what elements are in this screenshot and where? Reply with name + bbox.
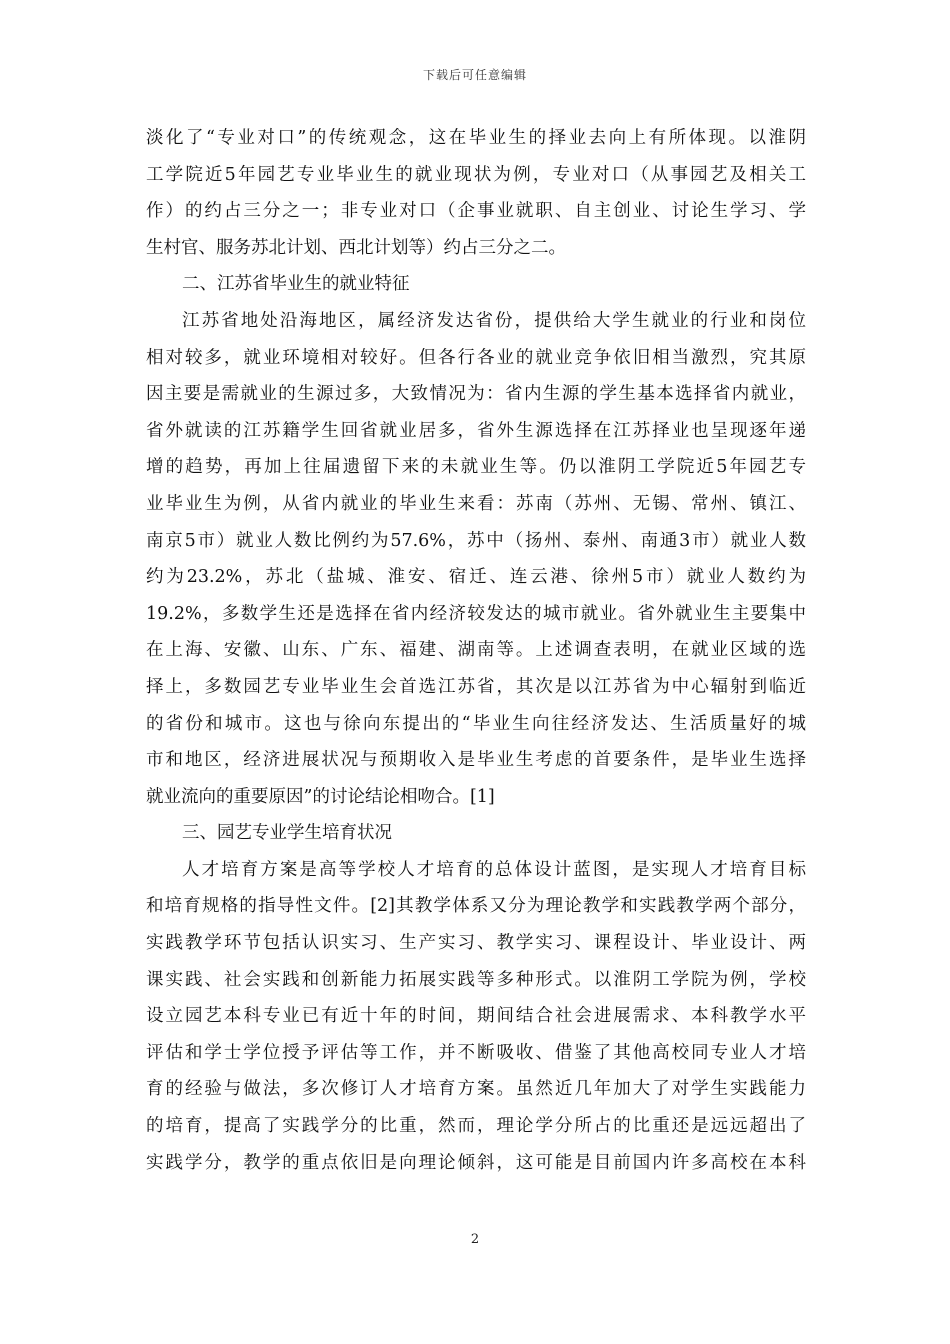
body-paragraph: [146, 852, 806, 1181]
text-line: 市和地区，经济进展状况与预期收入是毕业生考虑的首要条件，是毕业生选择: [146, 750, 806, 771]
text-line: 淡化了“专业对口”的传统观念，这在毕业生的择业去向上有所体现。以淮阴: [146, 128, 806, 148]
text-line: 江苏省地处沿海地区，属经济发达省份，提供给大学生就业的行业和岗位: [182, 310, 806, 331]
text-line: 就业流向的重要原因”的讨论结论相吻合。[1]: [146, 786, 495, 807]
section-heading: 三、园艺专业学生培育状况: [182, 823, 392, 844]
text-line: 南京5市）就业人数比例约为57.6%，苏中（扬州、泰州、南通3市）就业人数: [146, 530, 806, 551]
text-line: 生村官、服务苏北计划、西北计划等）约占三分之二。: [146, 237, 566, 258]
text-line: 作）的约占三分之一；非专业对口（企事业就职、自主创业、讨论生学习、学: [146, 201, 806, 222]
page-number: 2: [470, 1232, 480, 1247]
text-line: 实践教学环节包括认识实习、生产实习、教学实习、课程设计、毕业设计、两: [146, 933, 806, 954]
text-line: 的培育，提高了实践学分的比重，然而，理论学分所占的比重还是远远超出了: [146, 1116, 806, 1137]
text-line: 的省份和城市。这也与徐向东提出的“毕业生向往经济发达、生活质量好的城: [146, 713, 806, 734]
text-line: 评估和学士学位授予评估等工作，并不断吸收、借鉴了其他高校同专业人才培: [146, 1042, 806, 1063]
document-body: [146, 120, 806, 1181]
text-line: 增的趋势，再加上往届遗留下来的未就业生等。仍以淮阴工学院近5年园艺专: [146, 457, 806, 478]
text-line: 工学院近5年园艺专业毕业生的就业现状为例，专业对口（从事园艺及相关工: [146, 164, 806, 185]
continued-paragraph: [146, 120, 806, 266]
text-line: 实践学分，教学的重点依旧是向理论倾斜，这可能是目前国内许多高校在本科: [146, 1152, 806, 1173]
text-line: 设立园艺本科专业已有近十年的时间，期间结合社会进展需求、本科教学水平: [146, 1006, 806, 1027]
text-line: 育的经验与做法，多次修订人才培育方案。虽然近几年加大了对学生实践能力: [146, 1079, 806, 1100]
text-line: 和培育规格的指导性文件。[2]其教学体系又分为理论教学和实践教学两个部分，: [146, 896, 806, 917]
text-line: 相对较多，就业环境相对较好。但各行各业的就业竞争依旧相当激烈，究其原: [146, 347, 806, 368]
body-paragraph: [146, 303, 806, 815]
text-line: 在上海、安徽、山东、广东、福建、湖南等。上述调查表明，在就业区域的选: [146, 640, 806, 661]
text-line: 约为23.2%，苏北（盐城、淮安、宿迁、连云港、徐州5市）就业人数约为: [146, 567, 806, 588]
text-line: 业毕业生为例，从省内就业的毕业生来看：苏南（苏州、无锡、常州、镇江、: [146, 493, 806, 514]
text-line: 择上，多数园艺专业毕业生会首选江苏省，其次是以江苏省为中心辐射到临近: [146, 676, 806, 697]
text-line: 19.2%，多数学生还是选择在省内经济较发达的城市就业。省外就业生主要集中: [146, 603, 806, 624]
page-header: 下载后可任意编辑: [422, 68, 527, 82]
text-line: 省外就读的江苏籍学生回省就业居多，省外生源选择在江苏择业也呈现逐年递: [146, 420, 806, 441]
section-heading: 二、江苏省毕业生的就业特征: [182, 274, 410, 295]
text-line: 课实践、社会实践和创新能力拓展实践等多种形式。以淮阴工学院为例，学校: [146, 969, 806, 990]
text-line: 因主要是需就业的生源过多，大致情况为：省内生源的学生基本选择省内就业，: [146, 384, 806, 405]
text-line: 人才培育方案是高等学校人才培育的总体设计蓝图，是实现人才培育目标: [182, 859, 806, 880]
